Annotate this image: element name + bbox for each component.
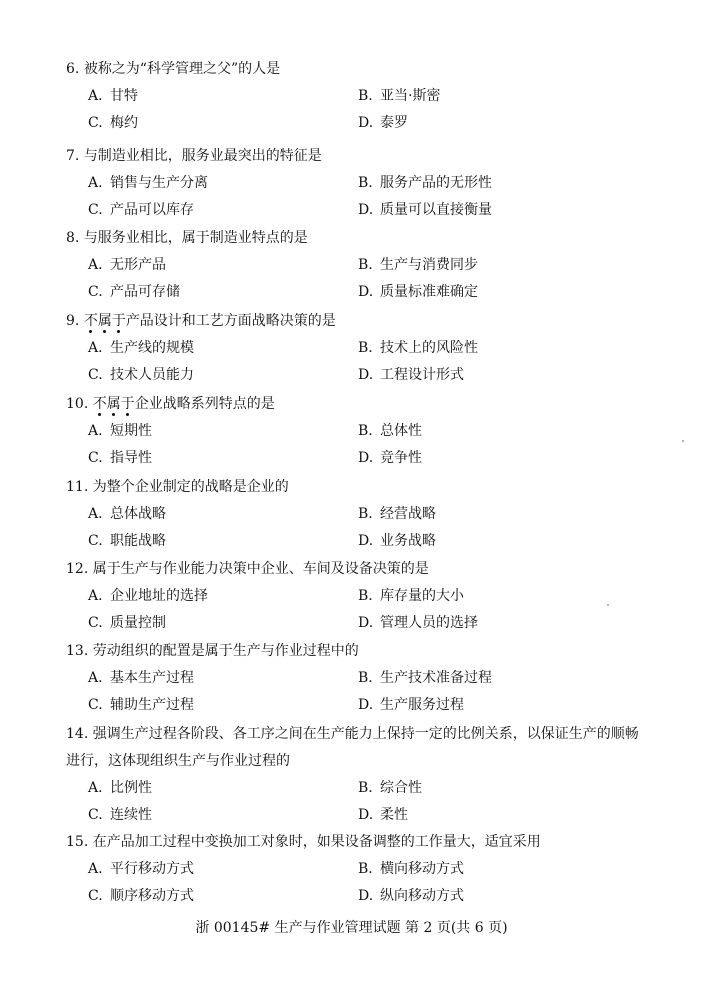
- option-letter: A.: [88, 257, 103, 273]
- option-text: 竞争性: [380, 450, 422, 466]
- option-d: [358, 110, 408, 137]
- question-item: [66, 474, 666, 556]
- option-text: 质量标准难确定: [380, 284, 478, 300]
- option-text: 柔性: [380, 807, 408, 823]
- option-d: [358, 445, 422, 472]
- emphasis-char: 属: [97, 313, 112, 329]
- option-letter: D.: [358, 450, 374, 466]
- option-text: 产品可以库存: [110, 202, 194, 218]
- option-a: [88, 252, 166, 279]
- option-a: [88, 335, 194, 362]
- option-letter: D.: [358, 807, 374, 823]
- option-text: 基本生产过程: [110, 670, 194, 686]
- option-c: [88, 883, 194, 910]
- option-grid: [66, 501, 666, 556]
- option-grid: [66, 856, 666, 911]
- question-stem: [66, 56, 666, 83]
- option-letter: B.: [358, 506, 373, 522]
- option-text: 梅约: [110, 115, 138, 131]
- option-grid: [66, 252, 666, 307]
- option-a: [88, 418, 152, 445]
- question-text: 强调生产过程各阶段、各工序之间在生产能力上保持一定的比例关系，以保证生产的顺畅进行，这体现组织生产与作业过程的: [66, 726, 639, 769]
- option-c: [88, 528, 166, 555]
- option-grid: [66, 170, 666, 225]
- option-b: [358, 83, 440, 110]
- option-a: [88, 83, 138, 110]
- option-text: 产品可存储: [110, 284, 180, 300]
- option-text: 质量可以直接衡量: [380, 202, 492, 218]
- question-stem: [66, 391, 666, 418]
- option-text: 纵向移动方式: [380, 888, 464, 904]
- option-text: 职能战略: [110, 533, 166, 549]
- question-stem: [66, 556, 666, 583]
- scan-speck: [682, 440, 684, 442]
- option-b: [358, 501, 436, 528]
- question-stem: [66, 308, 666, 335]
- option-b: [358, 170, 492, 197]
- option-text: 辅助生产过程: [110, 697, 194, 713]
- option-c: [88, 279, 180, 306]
- option-letter: C.: [88, 450, 103, 466]
- option-letter: C.: [88, 697, 103, 713]
- option-letter: D.: [358, 697, 374, 713]
- option-grid: [66, 775, 666, 830]
- option-text: 技术人员能力: [110, 367, 194, 383]
- question-stem: [66, 829, 666, 856]
- question-item: [66, 829, 666, 911]
- option-letter: C.: [88, 615, 103, 631]
- option-letter: A.: [88, 506, 103, 522]
- question-item: [66, 56, 666, 138]
- option-c: [88, 197, 194, 224]
- question-text: 与服务业相比，属于制造业特点的是: [83, 230, 308, 246]
- option-letter: D.: [358, 615, 374, 631]
- emphasis-char: 属: [106, 396, 121, 412]
- option-text: 生产技术准备过程: [380, 670, 492, 686]
- question-item: [66, 225, 666, 307]
- option-text: 生产与消费同步: [380, 257, 478, 273]
- question-number: 8.: [66, 230, 80, 246]
- option-letter: A.: [88, 340, 103, 356]
- option-c: [88, 445, 152, 472]
- option-d: [358, 279, 478, 306]
- option-text: 生产线的规模: [110, 340, 194, 356]
- option-text: 经营战略: [380, 506, 436, 522]
- option-c: [88, 362, 194, 389]
- option-a: [88, 501, 166, 528]
- page-footer: 浙 00145# 生产与作业管理试题 第 2 页(共 6 页): [195, 920, 508, 936]
- emphasis-char: 于: [111, 313, 126, 329]
- option-letter: B.: [358, 257, 373, 273]
- question-item: [66, 308, 666, 390]
- option-letter: A.: [88, 588, 103, 604]
- option-letter: B.: [358, 670, 373, 686]
- question-number: 15.: [66, 834, 89, 850]
- question-stem: [66, 721, 646, 775]
- option-text: 销售与生产分离: [110, 175, 208, 191]
- option-letter: D.: [358, 284, 374, 300]
- option-letter: A.: [88, 88, 103, 104]
- question-number: 6.: [66, 61, 80, 77]
- option-d: [358, 692, 464, 719]
- emphasis-text: [93, 396, 135, 412]
- question-stem: [66, 143, 666, 170]
- option-letter: A.: [88, 670, 103, 686]
- question-number: 11.: [66, 479, 89, 495]
- option-grid: [66, 583, 666, 638]
- option-letter: B.: [358, 340, 373, 356]
- question-item: [66, 143, 666, 225]
- question-text: 劳动组织的配置是属于生产与作业过程中的: [92, 643, 359, 659]
- option-text: 泰罗: [380, 115, 408, 131]
- question-item: [66, 721, 666, 830]
- question-number: 10.: [66, 396, 89, 412]
- question-number: 12.: [66, 561, 89, 577]
- option-c: [88, 802, 152, 829]
- option-c: [88, 110, 138, 137]
- option-a: [88, 665, 194, 692]
- option-letter: C.: [88, 202, 103, 218]
- option-letter: B.: [358, 780, 373, 796]
- option-c: [88, 610, 166, 637]
- question-item: [66, 638, 666, 720]
- option-text: 顺序移动方式: [110, 888, 194, 904]
- option-letter: C.: [88, 888, 103, 904]
- option-b: [358, 418, 422, 445]
- option-letter: C.: [88, 284, 103, 300]
- question-stem: [66, 225, 666, 252]
- option-letter: C.: [88, 367, 103, 383]
- option-d: [358, 528, 436, 555]
- option-b: [358, 775, 422, 802]
- emphasis-char: 不: [83, 313, 98, 329]
- option-grid: [66, 335, 666, 390]
- option-a: [88, 170, 208, 197]
- question-text: 被称之为“科学管理之父”的人是: [83, 61, 281, 77]
- option-text: 生产服务过程: [380, 697, 464, 713]
- question-number: 14.: [66, 726, 89, 742]
- question-number: 13.: [66, 643, 89, 659]
- option-text: 总体战略: [110, 506, 166, 522]
- option-letter: B.: [358, 88, 373, 104]
- question-number: 7.: [66, 148, 80, 164]
- option-letter: D.: [358, 202, 374, 218]
- question-text: 企业战略系列特点的是: [134, 396, 275, 412]
- scan-speck: [607, 604, 609, 606]
- option-letter: C.: [88, 533, 103, 549]
- option-letter: B.: [358, 423, 373, 439]
- emphasis-char: 不: [92, 396, 107, 412]
- option-grid: [66, 83, 666, 138]
- option-letter: A.: [88, 175, 103, 191]
- option-d: [358, 362, 464, 389]
- option-d: [358, 197, 492, 224]
- option-text: 总体性: [380, 423, 422, 439]
- option-a: [88, 856, 194, 883]
- question-text: 产品设计和工艺方面战略决策的是: [125, 313, 336, 329]
- option-grid: [66, 665, 666, 720]
- option-text: 指导性: [110, 450, 152, 466]
- option-text: 质量控制: [110, 615, 166, 631]
- option-letter: A.: [88, 780, 103, 796]
- option-letter: C.: [88, 115, 103, 131]
- option-text: 企业地址的选择: [110, 588, 208, 604]
- option-b: [358, 335, 478, 362]
- option-c: [88, 692, 194, 719]
- option-letter: B.: [358, 175, 373, 191]
- question-stem: [66, 638, 666, 665]
- emphasis-text: [84, 313, 126, 329]
- option-text: 无形产品: [110, 257, 166, 273]
- option-text: 工程设计形式: [380, 367, 464, 383]
- question-number: 9.: [66, 313, 80, 329]
- option-d: [358, 883, 464, 910]
- option-letter: B.: [358, 861, 373, 877]
- option-letter: C.: [88, 807, 103, 823]
- option-text: 短期性: [110, 423, 152, 439]
- option-letter: D.: [358, 888, 374, 904]
- question-item: [66, 391, 666, 473]
- option-text: 综合性: [380, 780, 422, 796]
- option-text: 甘特: [110, 88, 138, 104]
- option-d: [358, 802, 408, 829]
- option-a: [88, 583, 208, 610]
- option-text: 服务产品的无形性: [380, 175, 492, 191]
- option-letter: D.: [358, 533, 374, 549]
- question-text: 在产品加工过程中变换加工对象时，如果设备调整的工作量大，适宜采用: [92, 834, 541, 850]
- question-text: 与制造业相比，服务业最突出的特征是: [83, 148, 322, 164]
- option-d: [358, 610, 478, 637]
- emphasis-char: 于: [120, 396, 135, 412]
- question-item: [66, 556, 666, 638]
- option-text: 管理人员的选择: [380, 615, 478, 631]
- option-letter: A.: [88, 423, 103, 439]
- option-text: 技术上的风险性: [380, 340, 478, 356]
- option-letter: A.: [88, 861, 103, 877]
- option-text: 比例性: [110, 780, 152, 796]
- option-letter: D.: [358, 115, 374, 131]
- option-text: 横向移动方式: [380, 861, 464, 877]
- option-b: [358, 252, 478, 279]
- option-a: [88, 775, 152, 802]
- option-b: [358, 856, 464, 883]
- option-letter: D.: [358, 367, 374, 383]
- option-letter: B.: [358, 588, 373, 604]
- option-text: 平行移动方式: [110, 861, 194, 877]
- option-text: 库存量的大小: [380, 588, 464, 604]
- option-text: 亚当·斯密: [380, 88, 441, 104]
- option-b: [358, 583, 464, 610]
- question-text: 为整个企业制定的战略是企业的: [92, 479, 289, 495]
- question-stem: [66, 474, 666, 501]
- question-text: 属于生产与作业能力决策中企业、车间及设备决策的是: [92, 561, 429, 577]
- option-b: [358, 665, 492, 692]
- option-text: 业务战略: [380, 533, 436, 549]
- option-grid: [66, 418, 666, 473]
- option-text: 连续性: [110, 807, 152, 823]
